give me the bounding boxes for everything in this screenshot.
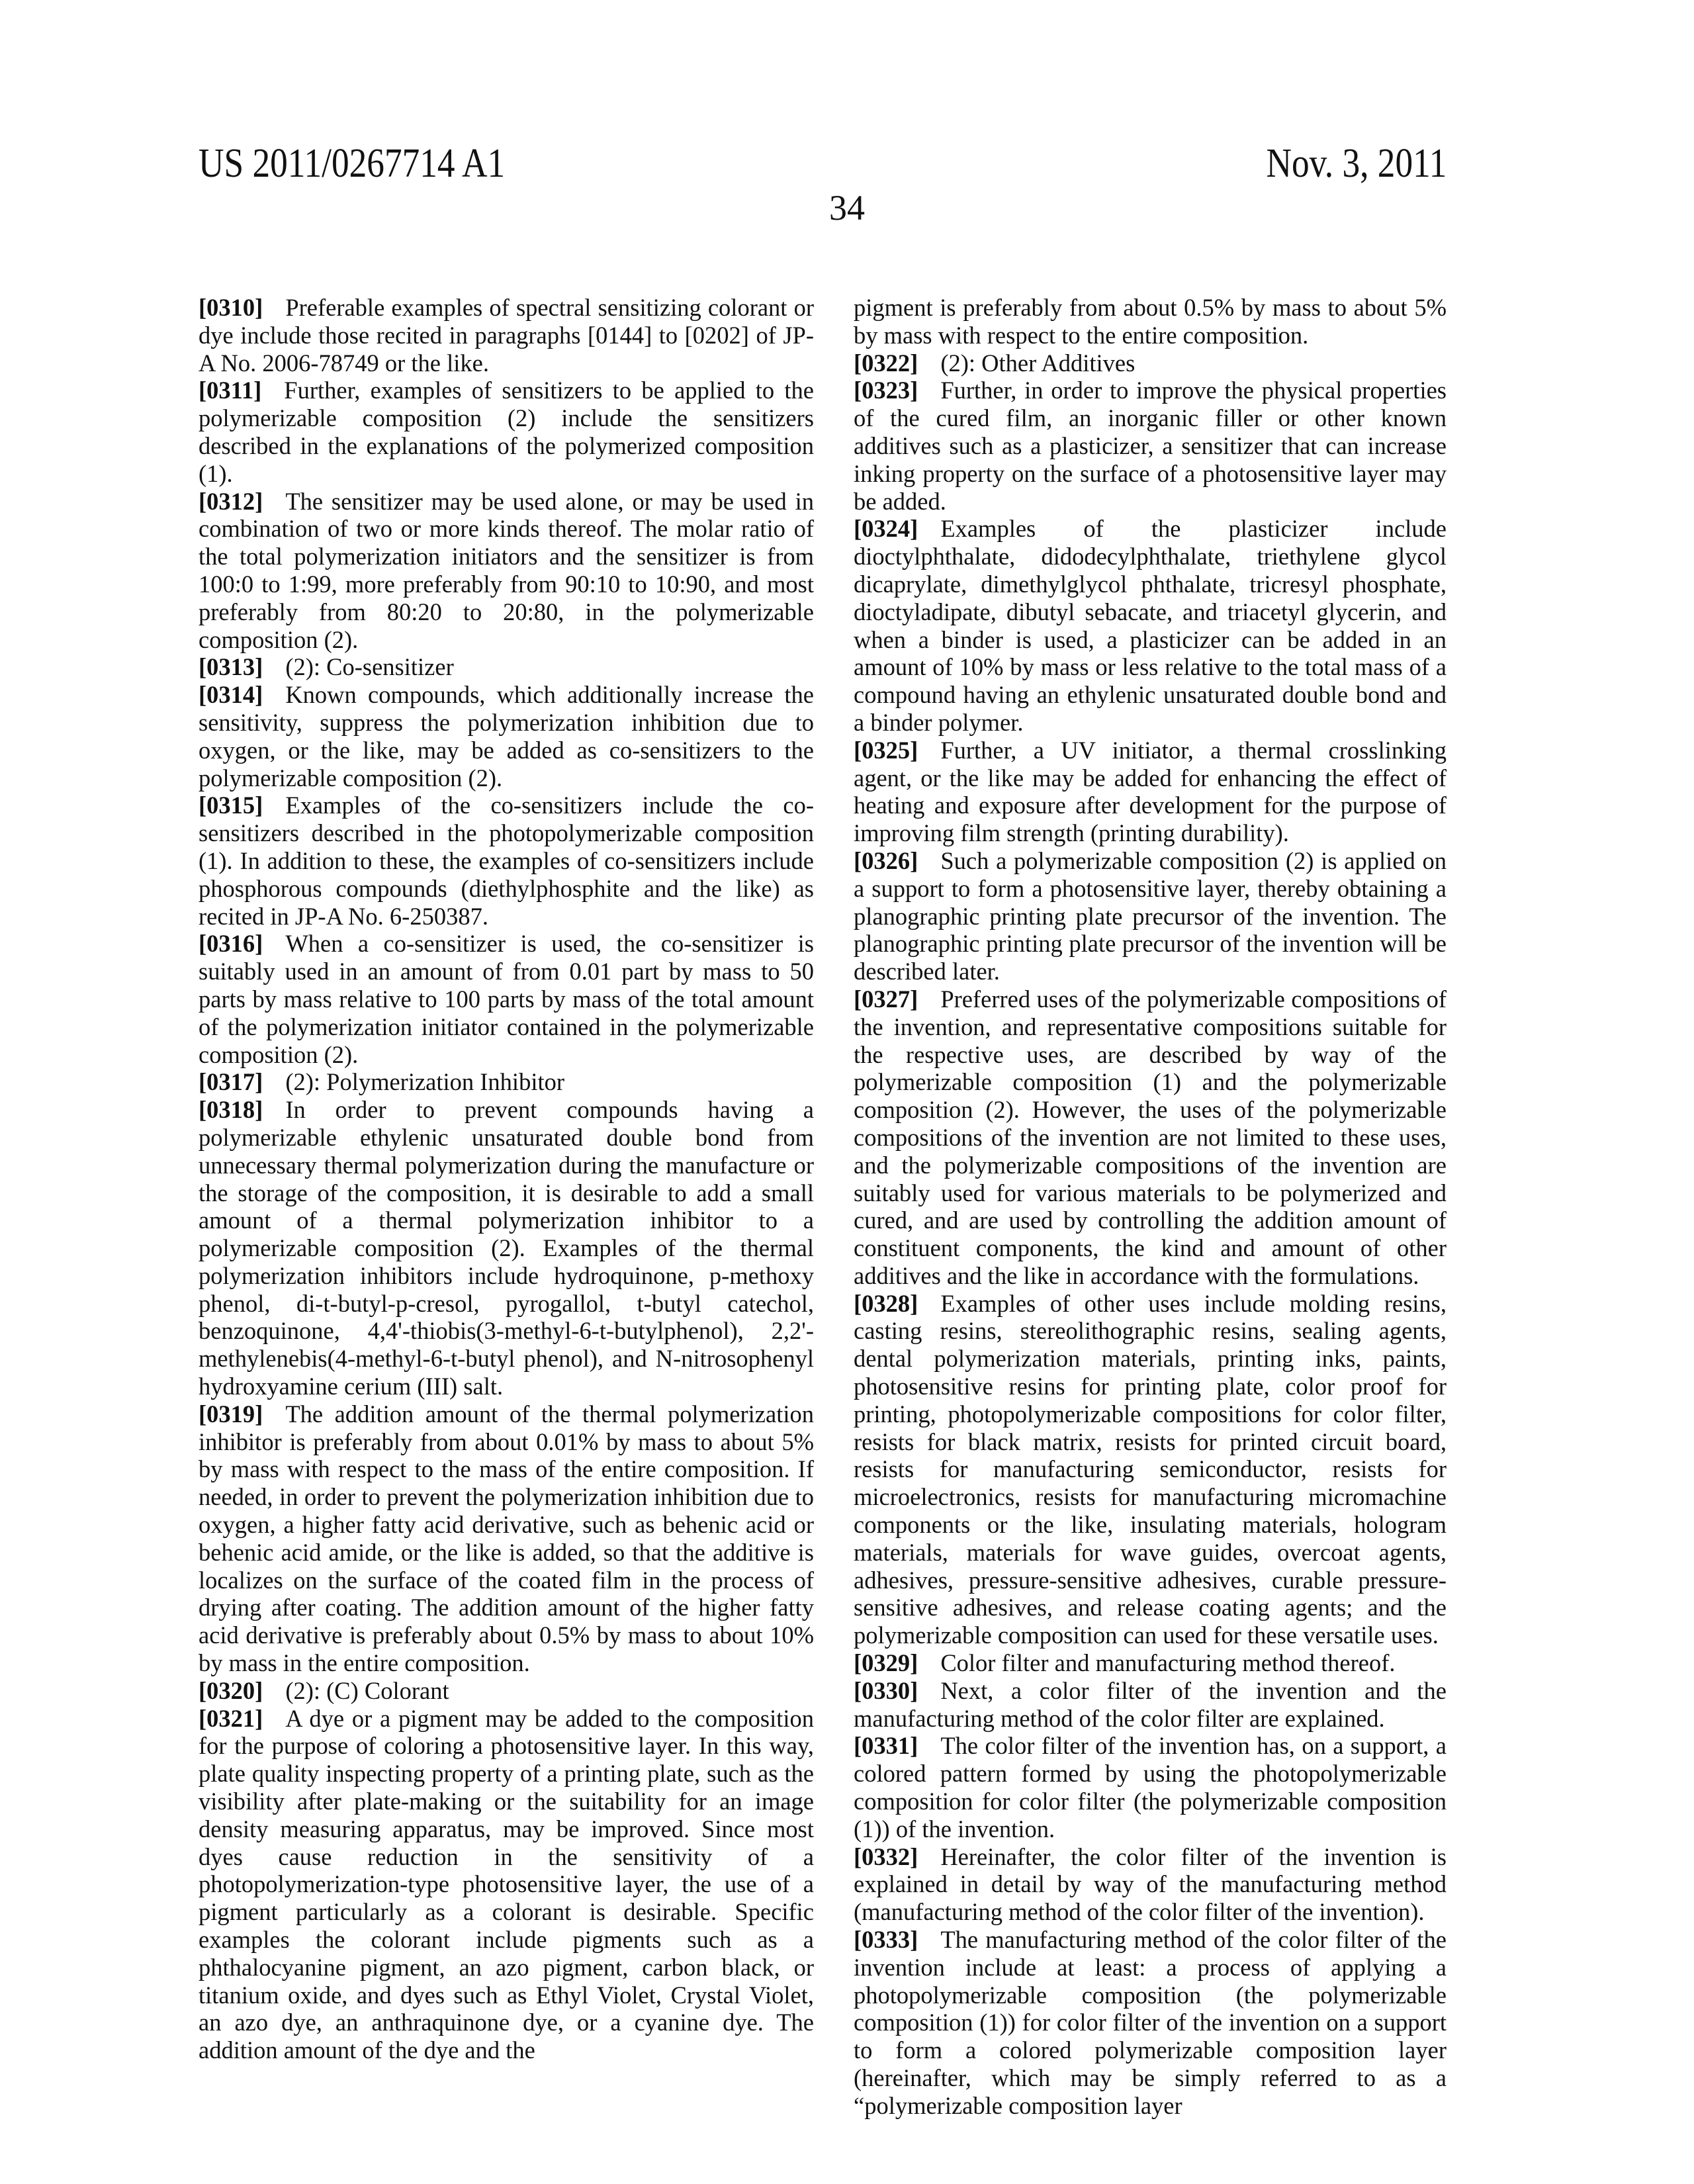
page-number: 34 [0, 188, 1694, 228]
paragraph [199, 377, 814, 487]
paragraph-text: Next, a color filter of the invention and the manufacturing method of the color filter are explained. [854, 1677, 1447, 1732]
paragraph-number: [0316] [199, 930, 263, 957]
paragraph [854, 1843, 1447, 1926]
paragraph-text: Preferred uses of the polymerizable compositions of the invention, and representative compositions suitable for the respective uses, are described by way of the polymerizable composition (1) and the polymerizable composition (2). However, the uses of the polymerizable compositions of the invention are not limited to these uses, and the polymerizable compositions of the invention are suitably used for various materials to be polymerized and cured, and are used by controlling the addition amount of constituent components, the kind and amount of other additives and the like in accordance with the formulations. [854, 985, 1447, 1289]
paragraph-text: The manufacturing method of the color filter of the invention include at least: a process of applying a photopolymerizable composition (the polymerizable composition (1)) for color filter of the invention on a support to form a colored polymerizable composition layer (hereinafter, which may be simply referred to as a “polymerizable composition layer [854, 1926, 1447, 2119]
paragraph-number: [0321] [199, 1705, 263, 1732]
paragraph-text: (2): (C) Colorant [285, 1677, 449, 1704]
publication-number: US 2011/0267714 A1 [199, 140, 505, 187]
paragraph-text: Color filter and manufacturing method thereof. [940, 1649, 1395, 1676]
paragraph-text: The addition amount of the thermal polymerization inhibitor is preferably from about 0.01% by mass to about 5% by mass with respect to the mass of the entire composition. If needed, in order to prevent the polymerization inhibition due to oxygen, a higher fatty acid derivative, such as behenic acid or behenic acid amide, or the like is added, so that the additive is localizes on the surface of the coated film in the process of drying after coating. The addition amount of the higher fatty acid derivative is preferably about 0.5% by mass to about 10% by mass in the entire composition. [199, 1400, 814, 1676]
paragraph [199, 1705, 814, 2064]
paragraph-text: Known compounds, which additionally increase the sensitivity, suppress the polymerization inhibition due to oxygen, or the like, may be added as co-sensitizers to the polymerizable composition (2). [199, 681, 814, 791]
paragraph-number: [0323] [854, 377, 918, 404]
paragraph-number: [0329] [854, 1649, 918, 1676]
paragraph-text: (2): Polymerization Inhibitor [285, 1068, 564, 1095]
paragraph [854, 737, 1447, 847]
paragraph [199, 653, 814, 681]
paragraph-number: [0313] [199, 653, 263, 680]
paragraph [854, 847, 1447, 985]
paragraph [199, 488, 814, 654]
paragraph [199, 930, 814, 1068]
paragraph-text: Hereinafter, the color filter of the invention is explained in detail by way of the manufacturing method (manufacturing method of the color filter of the invention). [854, 1843, 1447, 1926]
paragraph-text: (2): Other Additives [940, 349, 1135, 377]
paragraph [199, 1400, 814, 1677]
publication-date: Nov. 3, 2011 [1266, 140, 1447, 187]
paragraph [854, 377, 1447, 515]
paragraph-text: The color filter of the invention has, on a support, a colored pattern formed by using the photopolymerizable composition for color filter (the polymerizable composition (1)) of the invention. [854, 1732, 1447, 1842]
paragraph-number: [0322] [854, 349, 918, 377]
paragraph [199, 1677, 814, 1705]
paragraph-number: [0328] [854, 1290, 918, 1317]
paragraph-number: [0333] [854, 1926, 918, 1953]
paragraph-text: Preferable examples of spectral sensitizing colorant or dye include those recited in paragraphs [0144] to [0202] of JP-A No. 2006-78749 or the like. [199, 294, 814, 377]
paragraph [199, 792, 814, 930]
paragraph-text: (2): Co-sensitizer [285, 653, 453, 680]
paragraph [854, 1649, 1447, 1677]
paragraph-text: When a co-sensitizer is used, the co-sensitizer is suitably used in an amount of from 0.01 part by mass to 50 parts by mass relative to 100 parts by mass of the total amount of the polymerization initiator contained in the polymerizable composition (2). [199, 930, 814, 1068]
paragraph-number: [0311] [199, 377, 261, 404]
paragraph-text: Examples of the co-sensitizers include the co-sensitizers described in the photopolymerizable composition (1). In addition to these, the examples of co-sensitizers include phosphorous compounds (diethylphosphite and the like) as recited in JP-A No. 6-250387. [199, 792, 814, 929]
paragraph-number: [0312] [199, 488, 263, 515]
paragraph-number: [0330] [854, 1677, 918, 1704]
paragraph [854, 985, 1447, 1290]
paragraph [199, 1068, 814, 1096]
paragraph [854, 349, 1447, 377]
paragraph-number: [0332] [854, 1843, 918, 1870]
paragraph-text: Examples of other uses include molding resins, casting resins, stereolithographic resins, sealing agents, dental polymerization materials, printing inks, paints, photosensitive resins for printing plate, color proof for printing, photopolymerizable compositions for color filter, resists for black matrix, resists for printed circuit board, resists for manufacturing semiconductor, resists for microelectronics, resists for manufacturing micromachine components or the like, insulating materials, hologram materials, materials for wave guides, overcoat agents, adhesives, pressure-sensitive adhesives, curable pressure-sensitive adhesives, and release coating agents; and the polymerizable composition can used for these versatile uses. [854, 1290, 1447, 1649]
paragraph [854, 294, 1447, 349]
paragraph-number: [0331] [854, 1732, 918, 1759]
paragraph-text: Such a polymerizable composition (2) is applied on a support to form a photosensitive layer, thereby obtaining a planographic printing plate precursor of the invention. The planographic printing plate precursor of the invention will be described later. [854, 847, 1447, 985]
paragraph [199, 681, 814, 792]
paragraph-text: Further, a UV initiator, a thermal crosslinking agent, or the like may be added for enhancing the effect of heating and exposure after development for the purpose of improving film strength (printing durability). [854, 737, 1447, 846]
paragraph-number: [0320] [199, 1677, 263, 1704]
paragraph-text: Further, in order to improve the physical properties of the cured film, an inorganic filler or other known additives such as a plasticizer, a sensitizer that can increase inking property on the surface of a photosensitive layer may be added. [854, 377, 1447, 514]
paragraph-text: In order to prevent compounds having a polymerizable ethylenic unsaturated double bond from unnecessary thermal polymerization during the manufacture or the storage of the composition, it is desirable to add a small amount of a thermal polymerization inhibitor to a polymerizable composition (2). Examples of the thermal polymerization inhibitors include hydroquinone, p-methoxy phenol, di-t-butyl-p-cresol, pyrogallol, t-butyl catechol, benzoquinone, 4,4'-thiobis(3-methyl-6-t-butylphenol), 2,2'-methylenebis(4-methyl-6-t-butyl phenol), and N-nitrosophenyl hydroxyamine cerium (III) salt. [199, 1096, 814, 1400]
paragraph-text: The sensitizer may be used alone, or may be used in combination of two or more kinds thereof. The molar ratio of the total polymerization initiators and the sensitizer is from 100:0 to 1:99, more preferably from 90:10 to 10:90, and most preferably from 80:20 to 20:80, in the polymerizable composition (2). [199, 488, 814, 653]
paragraph [199, 294, 814, 377]
paragraph-number: [0324] [854, 515, 918, 542]
paragraph-number: [0327] [854, 985, 918, 1013]
paragraph [854, 515, 1447, 736]
paragraph-number: [0317] [199, 1068, 263, 1095]
right-column [854, 294, 1447, 2120]
paragraph [854, 1926, 1447, 2120]
paragraph-number: [0319] [199, 1400, 263, 1428]
paragraph-number: [0310] [199, 294, 263, 321]
paragraph-text: Further, examples of sensitizers to be applied to the polymerizable composition (2) include the sensitizers described in the explanations of the polymerized composition (1). [199, 377, 814, 486]
paragraph-number: [0315] [199, 792, 263, 819]
paragraph-number: [0325] [854, 737, 918, 764]
left-column [199, 294, 814, 2064]
paragraph-number: [0318] [199, 1096, 263, 1123]
paragraph [854, 1677, 1447, 1733]
paragraph [854, 1290, 1447, 1649]
paragraph [854, 1732, 1447, 1843]
paragraph-text: pigment is preferably from about 0.5% by mass to about 5% by mass with respect to the entire composition. [854, 294, 1447, 349]
paragraph-text: Examples of the plasticizer include dioctylphthalate, didodecylphthalate, triethylene glycol dicaprylate, dimethylglycol phthalate, tricresyl phosphate, dioctyladipate, dibutyl sebacate, and triacetyl glycerin, and when a binder is used, a plasticizer can be added in an amount of 10% by mass or less relative to the total mass of a compound having an ethylenic unsaturated double bond and a binder polymer. [854, 515, 1447, 736]
paragraph-number: [0326] [854, 847, 918, 874]
paragraph-number: [0314] [199, 681, 263, 708]
paragraph [199, 1096, 814, 1400]
paragraph-text: A dye or a pigment may be added to the composition for the purpose of coloring a photosensitive layer. In this way, plate quality inspecting property of a printing plate, such as the visibility after plate-making or the suitability for an image density measuring apparatus, may be improved. Since most dyes cause reduction in the sensitivity of a photopolymerization-type photosensitive layer, the use of a pigment particularly as a colorant is desirable. Specific examples the colorant include pigments such as a phthalocyanine pigment, an azo pigment, carbon black, or titanium oxide, and dyes such as Ethyl Violet, Crystal Violet, an azo dye, an anthraquinone dye, or a cyanine dye. The addition amount of the dye and the [199, 1705, 814, 2064]
